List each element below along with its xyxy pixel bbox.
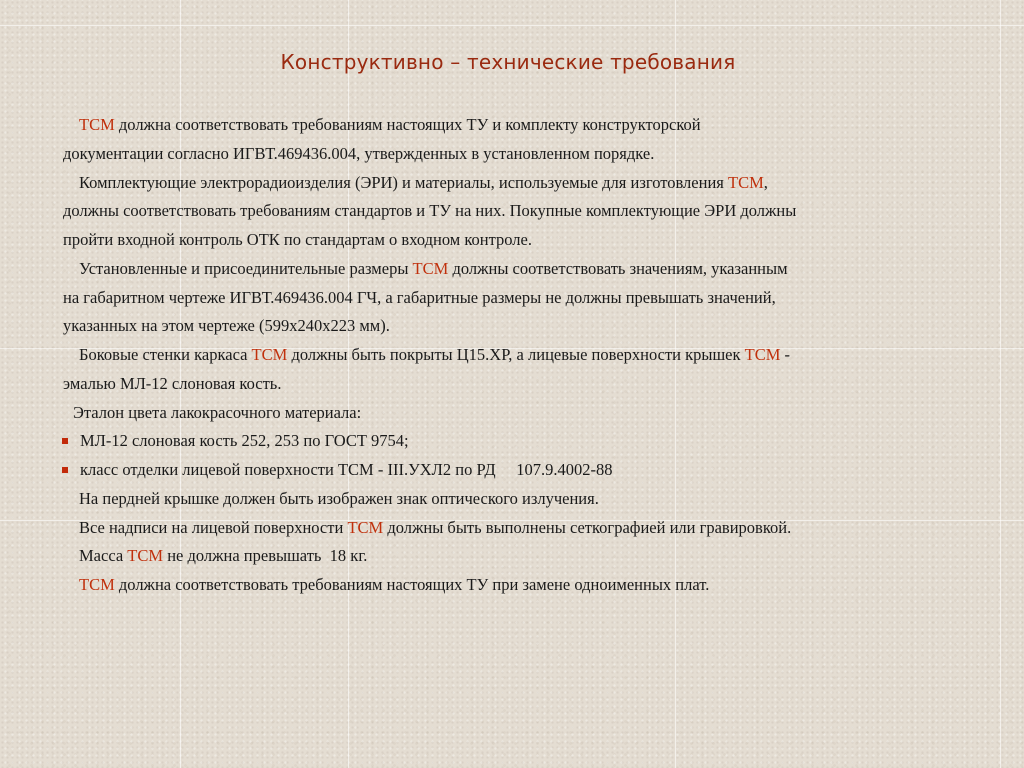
text-run: Комплектующие электрорадиоизделия (ЭРИ) и материалы, используемые для изготовления — [79, 172, 728, 192]
paragraph-2-line-1 — [63, 169, 963, 198]
text-run: должны быть покрыты Ц15.ХР, а лицевые поверхности крышек — [287, 345, 745, 364]
paragraph-6-line-1: На пердней крышке должен быть изображен знак оптического излучения. — [79, 488, 599, 508]
bullet-item — [60, 427, 963, 456]
bullet-text: МЛ-12 слоновая кость 252, 253 по ГОСТ 9754; — [80, 431, 409, 451]
text-run: Установленные и присоединительные размеры — [79, 258, 413, 278]
text-run: Масса — [79, 546, 128, 566]
tsm-highlight: ТСМ — [79, 575, 115, 594]
tsm-highlight: ТСМ — [127, 546, 164, 566]
text-run: должны соответствовать значениям, указанным — [448, 258, 788, 278]
text-run: должна соответствовать требованиям настоящих ТУ и комплекту конструкторской — [114, 115, 701, 134]
slide-body — [63, 111, 963, 600]
paragraph-3-line-1 — [63, 255, 963, 284]
bullet-marker-icon — [62, 467, 68, 473]
tsm-highlight: ТСМ — [412, 258, 449, 278]
text-run: не должна превышать 18 кг. — [163, 546, 368, 566]
text-run: должны быть выполнены сеткографией или гравировкой. — [383, 517, 792, 537]
tsm-highlight: ТСМ — [728, 172, 764, 192]
bullet-marker-icon — [62, 438, 68, 444]
bullet-text: класс отделки лицевой поверхности ТСМ - III.УХЛ2 по РД 107.9.4002-88 — [80, 460, 613, 479]
paragraph-3-line-3: указанных на этом чертеже (599х240х223 мм). — [63, 316, 390, 336]
paragraph-4-line-1 — [63, 341, 963, 370]
paragraph-2-line-3: пройти входной контроль ОТК по стандартам о входном контроле. — [63, 230, 532, 249]
paragraph-9-line-1 — [63, 571, 963, 600]
tsm-highlight: ТСМ — [744, 345, 781, 364]
tsm-highlight: ТСМ — [79, 115, 115, 134]
paragraph-3-line-2: на габаритном чертеже ИГВТ.469436.004 ГЧ, а габаритные размеры не должны превышать значений, — [63, 287, 776, 307]
paragraph-8-line-1 — [63, 542, 963, 571]
slide-title: Конструктивно – технические требования — [280, 50, 736, 74]
text-run: - — [780, 345, 791, 364]
text-run: Все надписи на лицевой поверхности — [79, 517, 348, 537]
text-run: должна соответствовать требованиям настоящих ТУ при замене одноименных плат. — [114, 575, 710, 594]
paragraph-4-line-2: эмалью МЛ-12 слоновая кость. — [63, 373, 282, 393]
text-run: Боковые стенки каркаса — [79, 345, 252, 364]
tsm-highlight: ТСМ — [251, 345, 288, 364]
bullet-item — [60, 456, 963, 485]
paragraph-1-line-1 — [63, 111, 963, 140]
tsm-highlight: ТСМ — [347, 517, 384, 537]
paragraph-2-line-2: должны соответствовать требованиям стандартов и ТУ на них. Покупные комплектующие ЭРИ должны — [63, 201, 797, 221]
paragraph-5-line-1: Эталон цвета лакокрасочного материала: — [73, 402, 362, 422]
paragraph-1-line-2: документации согласно ИГВТ.469436.004, утвержденных в установленном порядке. — [63, 143, 655, 163]
text-run: , — [763, 172, 768, 192]
paragraph-7-line-1 — [63, 514, 963, 543]
